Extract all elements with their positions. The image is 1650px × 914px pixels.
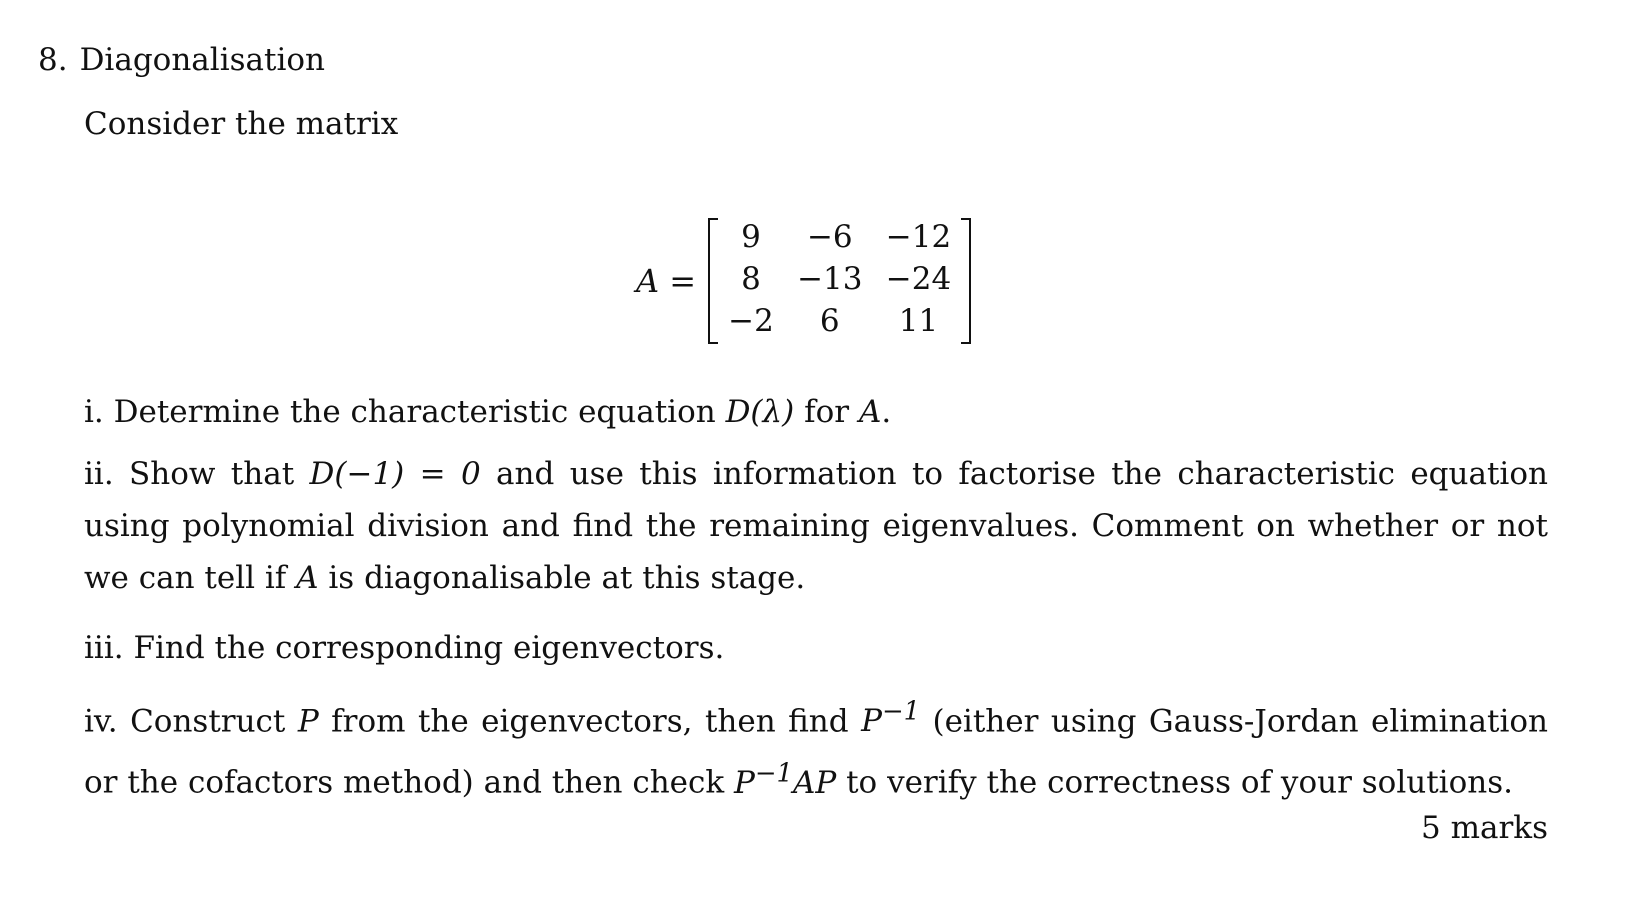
part-text: and use this information to factorise the characteristic equation using polynomial division and find the remaining eigenvalues. Comment on whether or not we can tell if (84, 456, 1548, 596)
math-base: P (734, 764, 755, 801)
matrix-cell: 9 (741, 219, 761, 255)
math-superscript: −1 (881, 697, 921, 727)
math-expression: D(λ) (725, 394, 795, 430)
part-text: Find the corresponding eigenvectors. (133, 630, 725, 666)
question-title: Diagonalisation (79, 42, 326, 78)
matrix-cell: 6 (819, 303, 840, 339)
part-iv (84, 686, 1548, 809)
part-ii (84, 448, 1548, 604)
part-text: Determine the characteristic equation (113, 394, 716, 430)
math-base: AP (792, 764, 837, 801)
part-i (84, 386, 1548, 438)
matrix-row (718, 216, 961, 258)
math-expression (734, 758, 837, 801)
part-text: (either using Gauss-Jordan elimination or the cofactors method) and then check (84, 703, 1548, 801)
right-bracket (961, 218, 971, 344)
part-iii (84, 622, 1548, 674)
question-intro: Consider the matrix (84, 106, 399, 142)
part-text: . (881, 394, 892, 430)
matrix-cell: −6 (806, 219, 853, 255)
matrix-lhs (636, 261, 696, 301)
matrix-row (718, 300, 961, 342)
part-text: from the eigenvectors, then find (331, 703, 849, 740)
math-expression (861, 697, 921, 740)
matrix-entries (718, 216, 961, 342)
math-superscript: −1 (754, 758, 793, 789)
left-bracket (708, 218, 718, 344)
math-base: P (861, 703, 882, 740)
marks-label: 5 marks (1421, 810, 1548, 846)
part-text: for (804, 394, 850, 430)
matrix-equation (636, 214, 971, 348)
matrix-cell: 11 (898, 303, 939, 339)
part-label: iv. (84, 703, 118, 740)
matrix-cell: −24 (885, 261, 952, 297)
part-text: Construct (130, 703, 286, 740)
matrix-cell: −12 (885, 219, 952, 255)
part-text: Show that (129, 456, 295, 492)
matrix-cell: −2 (728, 303, 774, 339)
part-text: is diagonalisable at this stage. (328, 560, 806, 596)
part-label: ii. (84, 456, 114, 492)
part-label: i. (84, 394, 104, 430)
math-expression: P (297, 703, 319, 740)
math-expression: D(−1) = 0 (309, 456, 481, 492)
question-heading (38, 40, 325, 80)
matrix-cell: 8 (741, 261, 761, 297)
question-number: 8. (38, 42, 68, 78)
matrix-cell: −13 (797, 261, 863, 297)
matrix-name: A (636, 262, 660, 300)
matrix-a (708, 214, 971, 348)
part-label: iii. (84, 630, 124, 666)
matrix-row (718, 258, 961, 300)
math-expression: A (858, 394, 882, 430)
equals-sign: = (669, 262, 697, 300)
math-expression: A (296, 560, 319, 596)
part-text: to verify the correctness of your solutions. (846, 764, 1513, 801)
